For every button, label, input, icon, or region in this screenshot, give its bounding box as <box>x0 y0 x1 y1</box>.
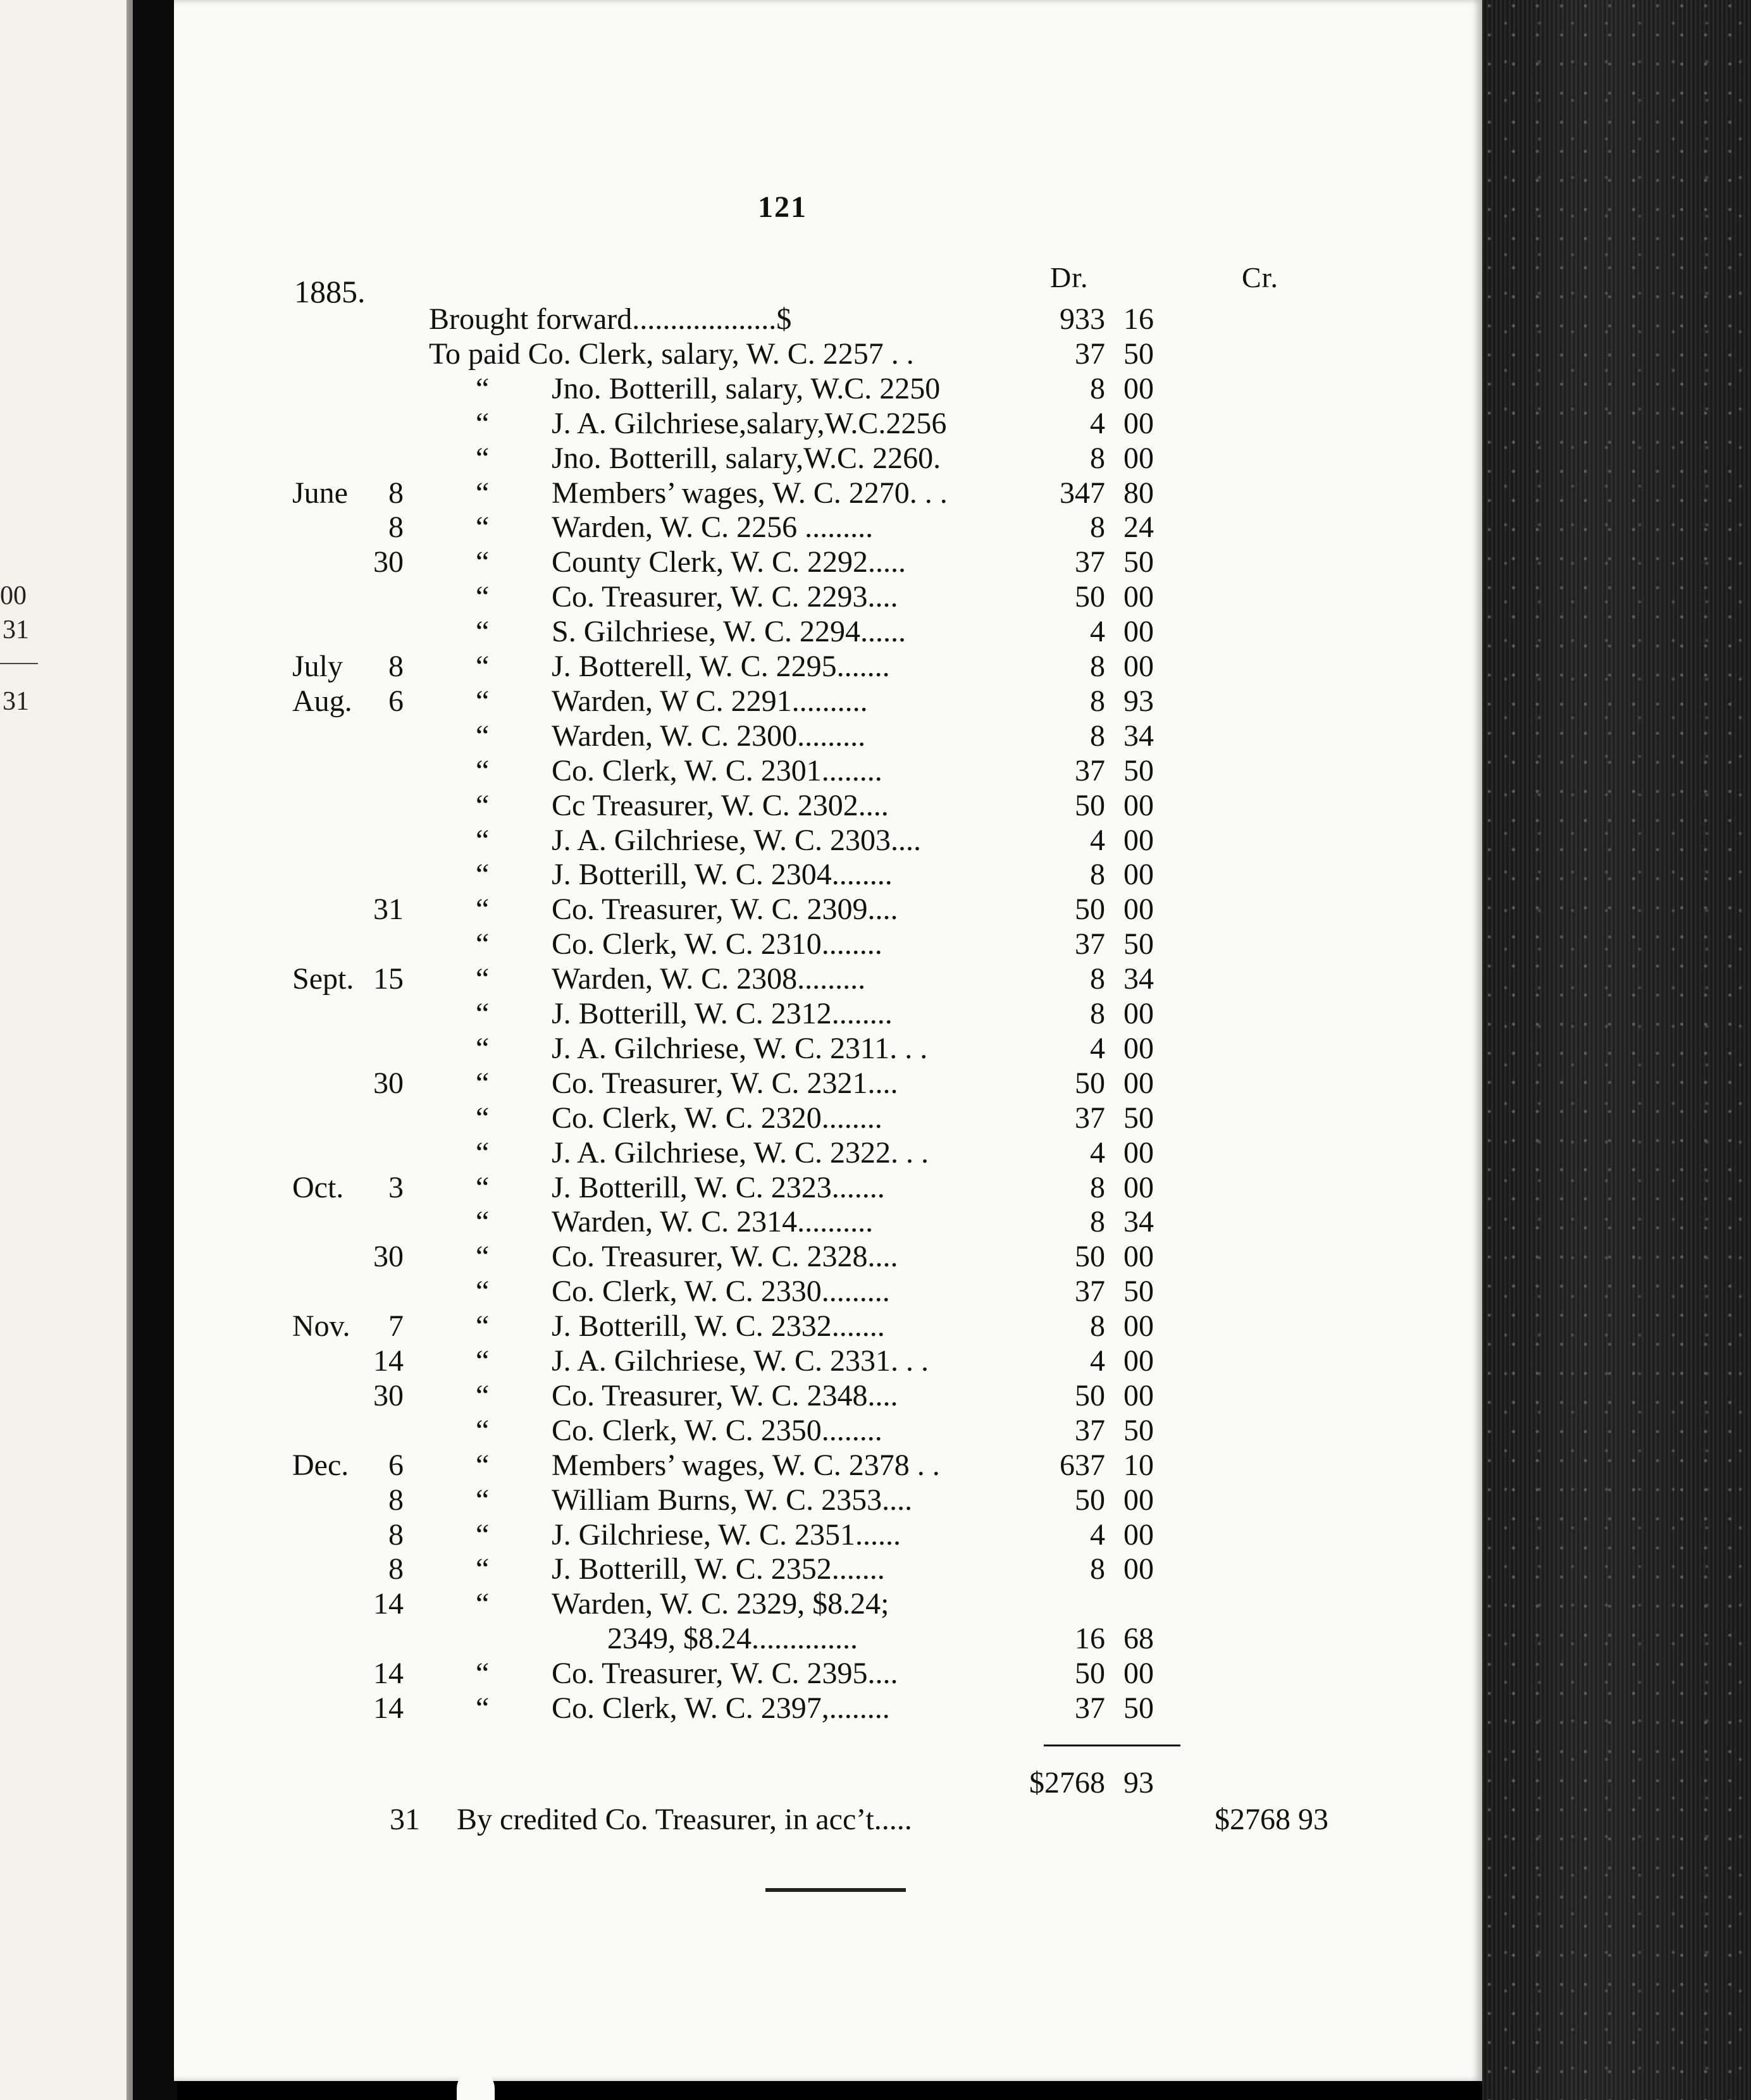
ledger-row <box>0 650 1482 684</box>
entry-description: Co. Clerk, W. C. 2397,........ <box>552 1691 890 1725</box>
ledger-row <box>0 962 1482 996</box>
ditto-mark: “ <box>476 1275 490 1308</box>
ditto-mark: “ <box>476 719 490 753</box>
entry-cents: 00 <box>1123 372 1154 405</box>
entry-dollars: 4 <box>1090 1344 1105 1378</box>
entry-day: 14 <box>373 1587 404 1621</box>
ditto-mark: “ <box>476 997 490 1030</box>
left-page-fragment: 00 <box>0 581 27 610</box>
entry-month: July <box>292 650 343 683</box>
entry-month: Dec. <box>292 1448 349 1482</box>
entry-cents: 00 <box>1123 892 1154 926</box>
entry-day: 3 <box>388 1171 404 1204</box>
ledger-row <box>0 1483 1482 1517</box>
year-label: 1885. <box>294 274 366 309</box>
entry-description: Co. Clerk, W. C. 2310........ <box>552 927 882 961</box>
ledger-row <box>0 789 1482 823</box>
ledger-row <box>0 1032 1482 1066</box>
entry-cents: 50 <box>1123 337 1154 371</box>
entry-dollars: 50 <box>1075 892 1105 926</box>
entry-day: 8 <box>388 1552 404 1586</box>
ditto-mark: “ <box>476 1240 490 1273</box>
entry-day: 8 <box>388 650 404 683</box>
ditto-mark: “ <box>476 1483 490 1517</box>
ditto-mark: “ <box>476 650 490 683</box>
ledger-row <box>0 1101 1482 1135</box>
entry-description: J. Botterill, W. C. 2323....... <box>552 1171 885 1204</box>
entry-month: Nov. <box>292 1309 350 1343</box>
ditto-mark: “ <box>476 372 490 405</box>
entry-cents: 00 <box>1123 442 1154 475</box>
entry-description: Brought forward...................$ <box>429 302 792 336</box>
ledger-row <box>0 1414 1482 1448</box>
ditto-mark: “ <box>476 1691 490 1725</box>
entry-dollars: 50 <box>1075 1066 1105 1100</box>
entry-description: Warden, W. C. 2308......... <box>552 962 866 996</box>
entry-cents: 00 <box>1123 1344 1154 1378</box>
ledger-row <box>0 545 1482 579</box>
entry-description: Warden, W. C. 2329, $8.24; <box>552 1587 889 1621</box>
entry-day: 30 <box>373 545 404 579</box>
ditto-mark: “ <box>476 407 490 440</box>
entry-dollars: 37 <box>1075 337 1105 371</box>
ditto-mark: “ <box>476 754 490 788</box>
ditto-mark: “ <box>476 1552 490 1586</box>
ditto-mark: “ <box>476 1518 490 1552</box>
entry-dollars: 4 <box>1090 1032 1105 1065</box>
entry-day: 14 <box>373 1344 404 1378</box>
ledger-row <box>0 892 1482 927</box>
entry-description: J. A. Gilchriese, W. C. 2322. . . <box>552 1136 929 1170</box>
ledger-row <box>0 1622 1482 1656</box>
entry-dollars: 8 <box>1090 510 1105 544</box>
credit-row <box>0 1803 1482 1837</box>
ledger-row <box>0 1066 1482 1101</box>
ditto-mark: “ <box>476 1344 490 1378</box>
total-dollars: $2768 <box>1029 1766 1105 1800</box>
entry-description: Warden, W C. 2291.......... <box>552 684 868 718</box>
ditto-mark: “ <box>476 1066 490 1100</box>
entry-dollars: 50 <box>1075 1379 1105 1412</box>
ledger-row <box>0 1379 1482 1413</box>
entry-description: County Clerk, W. C. 2292..... <box>552 545 906 579</box>
entry-dollars: 8 <box>1090 442 1105 475</box>
entry-cents: 50 <box>1123 1691 1154 1725</box>
ditto-mark: “ <box>476 545 490 579</box>
entry-cents: 34 <box>1123 719 1154 753</box>
debit-header: Dr. <box>1050 261 1089 293</box>
entry-description: Warden, W. C. 2256 ......... <box>552 510 874 544</box>
ditto-mark: “ <box>476 476 490 510</box>
entry-description: Cc Treasurer, W. C. 2302.... <box>552 789 889 822</box>
entry-dollars: 4 <box>1090 1136 1105 1170</box>
entry-cents: 00 <box>1123 1309 1154 1343</box>
entry-cents: 00 <box>1123 1483 1154 1517</box>
ditto-mark: “ <box>476 1171 490 1204</box>
entry-dollars: 50 <box>1075 789 1105 822</box>
entry-dollars: 4 <box>1090 1518 1105 1552</box>
entry-dollars: 37 <box>1075 927 1105 961</box>
ditto-mark: “ <box>476 580 490 614</box>
ledger-row <box>0 824 1482 858</box>
entry-cents: 00 <box>1123 1136 1154 1170</box>
entry-cents: 50 <box>1123 545 1154 579</box>
entry-dollars: 8 <box>1090 1205 1105 1238</box>
ditto-mark: “ <box>476 615 490 648</box>
entry-day: 6 <box>388 1448 404 1482</box>
ledger-row <box>0 719 1482 753</box>
entry-cents: 50 <box>1123 1414 1154 1447</box>
entry-description: S. Gilchriese, W. C. 2294...... <box>552 615 906 648</box>
ditto-mark: “ <box>476 510 490 544</box>
total-rule <box>1044 1745 1180 1746</box>
ditto-mark: “ <box>476 789 490 822</box>
entry-description: J. Gilchriese, W. C. 2351...... <box>552 1518 901 1552</box>
ledger-row <box>0 1657 1482 1691</box>
entry-dollars: 50 <box>1075 1483 1105 1517</box>
ledger-row <box>0 1309 1482 1343</box>
ditto-mark: “ <box>476 1657 490 1690</box>
ledger-row <box>0 1275 1482 1309</box>
entry-dollars: 50 <box>1075 580 1105 614</box>
entry-day: 8 <box>388 476 404 510</box>
total-cents: 93 <box>1123 1766 1154 1800</box>
total-row <box>0 1766 1482 1800</box>
ledger-row <box>0 580 1482 614</box>
entry-description: Co. Clerk, W. C. 2301........ <box>552 754 882 788</box>
entry-dollars: 37 <box>1075 545 1105 579</box>
entry-description: J. A. Gilchriese, W. C. 2303.... <box>552 824 921 857</box>
entry-cents: 00 <box>1123 824 1154 857</box>
ledger-row <box>0 302 1482 337</box>
credit-day: 31 <box>390 1803 420 1836</box>
entry-day: 30 <box>373 1066 404 1100</box>
entry-description: 2349, $8.24.............. <box>607 1622 858 1655</box>
left-page-fragment: 31 <box>3 615 29 645</box>
entry-dollars: 16 <box>1075 1622 1105 1655</box>
ditto-mark: “ <box>476 1101 490 1135</box>
entry-description: Warden, W. C. 2314.......... <box>552 1205 874 1238</box>
page-number: 121 <box>758 190 807 224</box>
entry-cents: 50 <box>1123 754 1154 788</box>
entry-description: Jno. Botterill, salary,W.C. 2260. <box>552 442 941 475</box>
ledger-row <box>0 337 1482 371</box>
entry-description: Members’ wages, W. C. 2270. . . <box>552 476 948 510</box>
ledger-row <box>0 858 1482 892</box>
entry-description: J. A. Gilchriese, W. C. 2331. . . <box>552 1344 929 1378</box>
entry-day: 30 <box>373 1379 404 1412</box>
ditto-mark: “ <box>476 824 490 857</box>
ledger-row <box>0 1552 1482 1586</box>
entry-cents: 50 <box>1123 1101 1154 1135</box>
ledger-row <box>0 1691 1482 1726</box>
entry-cents: 68 <box>1123 1622 1154 1655</box>
ditto-mark: “ <box>476 962 490 996</box>
entry-dollars: 8 <box>1090 962 1105 996</box>
ditto-mark: “ <box>476 1136 490 1170</box>
entry-cents: 24 <box>1123 510 1154 544</box>
entry-day: 30 <box>373 1240 404 1273</box>
entry-cents: 80 <box>1123 476 1154 510</box>
entry-month: Aug. <box>292 684 352 718</box>
entry-dollars: 37 <box>1075 1275 1105 1308</box>
entry-dollars: 933 <box>1060 302 1105 336</box>
ledger-row <box>0 1587 1482 1621</box>
entry-description: Co. Treasurer, W. C. 2293.... <box>552 580 898 614</box>
entry-cents: 00 <box>1123 1032 1154 1065</box>
ditto-mark: “ <box>476 927 490 961</box>
ledger-row <box>0 1448 1482 1483</box>
entry-description: J. Botterill, W. C. 2312........ <box>552 997 893 1030</box>
ledger-row <box>0 510 1482 545</box>
entry-dollars: 8 <box>1090 1552 1105 1586</box>
ditto-mark: “ <box>476 1205 490 1238</box>
ledger-row <box>0 927 1482 961</box>
ditto-mark: “ <box>476 1587 490 1621</box>
entry-dollars: 8 <box>1090 997 1105 1030</box>
entry-day: 8 <box>388 1483 404 1517</box>
entry-dollars: 8 <box>1090 372 1105 405</box>
entry-dollars: 37 <box>1075 754 1105 788</box>
entry-dollars: 8 <box>1090 858 1105 891</box>
ledger-row <box>0 476 1482 510</box>
ledger-row <box>0 1344 1482 1378</box>
ledger-row <box>0 407 1482 441</box>
entry-cents: 10 <box>1123 1448 1154 1482</box>
ledger-row <box>0 615 1482 649</box>
entry-description: To paid Co. Clerk, salary, W. C. 2257 . . <box>429 337 914 371</box>
ditto-mark: “ <box>476 1448 490 1482</box>
entry-description: J. Botterell, W. C. 2295....... <box>552 650 890 683</box>
entry-cents: 00 <box>1123 858 1154 891</box>
entry-cents: 00 <box>1123 615 1154 648</box>
entry-cents: 00 <box>1123 789 1154 822</box>
entry-description: J. Botterill, W. C. 2304........ <box>552 858 893 891</box>
entry-description: J. A. Gilchriese,salary,W.C.2256 <box>552 407 947 440</box>
entry-day: 15 <box>373 962 404 996</box>
entry-dollars: 637 <box>1060 1448 1105 1482</box>
entry-day: 31 <box>373 892 404 926</box>
entry-cents: 00 <box>1123 1240 1154 1273</box>
book-edge-texture <box>1482 0 1751 2100</box>
closing-rule <box>765 1888 906 1892</box>
entry-description: J. Botterill, W. C. 2332....... <box>552 1309 885 1343</box>
entry-dollars: 50 <box>1075 1240 1105 1273</box>
entry-day: 7 <box>388 1309 404 1343</box>
entry-dollars: 8 <box>1090 719 1105 753</box>
entry-dollars: 8 <box>1090 1171 1105 1204</box>
entry-day: 8 <box>388 1518 404 1552</box>
entry-dollars: 50 <box>1075 1657 1105 1690</box>
entry-dollars: 37 <box>1075 1101 1105 1135</box>
entry-dollars: 37 <box>1075 1414 1105 1447</box>
entry-day: 8 <box>388 510 404 544</box>
entry-month: June <box>292 476 348 510</box>
entry-cents: 00 <box>1123 1657 1154 1690</box>
entry-cents: 00 <box>1123 407 1154 440</box>
entry-description: Members’ wages, W. C. 2378 . . <box>552 1448 940 1482</box>
ditto-mark: “ <box>476 858 490 891</box>
ledger-row <box>0 442 1482 476</box>
entry-dollars: 8 <box>1090 650 1105 683</box>
entry-cents: 00 <box>1123 580 1154 614</box>
ditto-mark: “ <box>476 1414 490 1447</box>
ledger-row <box>0 1240 1482 1274</box>
entry-day: 6 <box>388 684 404 718</box>
entry-cents: 93 <box>1123 684 1154 718</box>
ledger-row <box>0 754 1482 788</box>
entry-cents: 34 <box>1123 962 1154 996</box>
credit-description: By credited Co. Treasurer, in acc’t..... <box>457 1803 912 1836</box>
entry-description: Jno. Botterill, salary, W.C. 2250 <box>552 372 941 405</box>
entry-cents: 50 <box>1123 1275 1154 1308</box>
entry-month: Sept. <box>292 962 354 996</box>
ledger-row <box>0 1205 1482 1239</box>
entry-dollars: 4 <box>1090 615 1105 648</box>
entry-day: 14 <box>373 1657 404 1690</box>
entry-day: 14 <box>373 1691 404 1725</box>
entry-description: Co. Treasurer, W. C. 2328.... <box>552 1240 898 1273</box>
entry-description: Co. Treasurer, W. C. 2321.... <box>552 1066 898 1100</box>
ditto-mark: “ <box>476 1309 490 1343</box>
entry-month: Oct. <box>292 1171 344 1204</box>
credit-amount: $2768 93 <box>1215 1803 1328 1836</box>
entry-cents: 00 <box>1123 1552 1154 1586</box>
credit-header: Cr. <box>1242 261 1278 293</box>
ledger-row <box>0 1171 1482 1205</box>
left-page-fragment: 31 <box>3 687 29 716</box>
entry-description: Co. Clerk, W. C. 2320........ <box>552 1101 882 1135</box>
ditto-mark: “ <box>476 1032 490 1065</box>
entry-description: Co. Clerk, W. C. 2330......... <box>552 1275 890 1308</box>
entry-dollars: 37 <box>1075 1691 1105 1725</box>
entry-description: Warden, W. C. 2300......... <box>552 719 866 753</box>
entry-description: William Burns, W. C. 2353.... <box>552 1483 913 1517</box>
entry-description: Co. Treasurer, W. C. 2348.... <box>552 1379 898 1412</box>
ledger-row <box>0 684 1482 719</box>
ditto-mark: “ <box>476 892 490 926</box>
entry-description: Co. Clerk, W. C. 2350........ <box>552 1414 882 1447</box>
ditto-mark: “ <box>476 442 490 475</box>
entry-dollars: 8 <box>1090 1309 1105 1343</box>
entry-cents: 16 <box>1123 302 1154 336</box>
ledger-row <box>0 1136 1482 1170</box>
ditto-mark: “ <box>476 684 490 718</box>
entry-cents: 00 <box>1123 1171 1154 1204</box>
entry-cents: 00 <box>1123 997 1154 1030</box>
entry-description: Co. Treasurer, W. C. 2395.... <box>552 1657 898 1690</box>
ledger-row <box>0 1518 1482 1552</box>
entry-description: J. A. Gilchriese, W. C. 2311. . . <box>552 1032 928 1065</box>
entry-description: J. Botterill, W. C. 2352....... <box>552 1552 885 1586</box>
entry-cents: 00 <box>1123 1066 1154 1100</box>
entry-cents: 50 <box>1123 927 1154 961</box>
ledger-row <box>0 997 1482 1031</box>
entry-cents: 00 <box>1123 1379 1154 1412</box>
entry-cents: 34 <box>1123 1205 1154 1238</box>
entry-cents: 00 <box>1123 650 1154 683</box>
ditto-mark: “ <box>476 1379 490 1412</box>
entry-description: Co. Treasurer, W. C. 2309.... <box>552 892 898 926</box>
entry-dollars: 4 <box>1090 407 1105 440</box>
entry-dollars: 4 <box>1090 824 1105 857</box>
ledger-row <box>0 372 1482 406</box>
entry-cents: 00 <box>1123 1518 1154 1552</box>
entry-dollars: 347 <box>1060 476 1105 510</box>
entry-dollars: 8 <box>1090 684 1105 718</box>
